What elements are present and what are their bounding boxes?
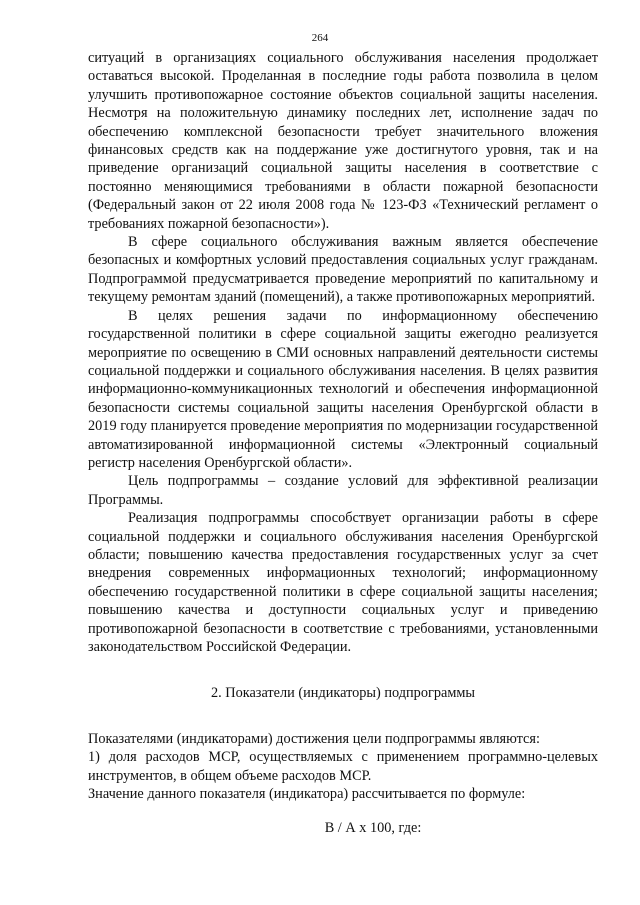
section-heading: 2. Показатели (индикаторы) подпрограммы bbox=[210, 685, 476, 702]
formula-intro: Значение данного показателя (индикатора) рассчитывается по формуле: bbox=[88, 786, 526, 803]
formula: В / А х 100, где: bbox=[324, 820, 422, 837]
indicator-item-1: 1) доля расходов МСР, осуществляемых с применением программно-целевых инструментов, в общем объеме расходов МСР. bbox=[88, 749, 598, 784]
indicators-intro: Показателями (индикаторами) достижения цели подпрограммы являются: bbox=[88, 730, 540, 747]
paragraph-implementation: Реализация подпрограммы способствует организации работы в сфере социальной поддержки и социального обслуживания населения Оренбургской области; повышению качества предоставления государственных услуг за счет внедрения современных информационных технологий; информационному обеспечению государственной политики в сфере социальной защиты населения; повышению качества и доступности социальных услуг и приведению противопожарной безопасности в соответствие с требованиями, установленными законодательством Российской Федерации. bbox=[88, 510, 598, 655]
document-body bbox=[88, 49, 598, 838]
paragraph-goal: Цель подпрограммы – создание условий для эффективной реализации Программы. bbox=[88, 473, 598, 508]
paragraph-information-support: В целях решения задачи по информационному обеспечению государственной политики в сфере социальной защиты ежегодно реализуется мероприятие по освещению в СМИ основных направлений деятельности системы социальной поддержки и социального обслуживания населения. В целях развития информационно-коммуникационных технологий и обеспечения информационной безопасности системы социальной защиты населения Оренбургской области в 2019 году планируется проведение мероприятия по модернизации государственной автоматизированной информационной системы «Электронный социальный регистр населения Оренбургской области». bbox=[88, 307, 598, 471]
paragraph-social-services: В сфере социального обслуживания важным является обеспечение безопасных и комфортных условий предоставления социальных услуг гражданам. Подпрограммой предусматривается проведение мероприятий по капитальному и текущему ремонтам зданий (помещений), а также противопожарных мероприятий. bbox=[88, 234, 598, 306]
paragraph-fire-safety: ситуаций в организациях социального обслуживания населения продолжает оставаться высокой. Проделанная в последние годы работа позволила в целом улучшить противопожарное состояние объектов социальной защиты населения. Несмотря на положительную динамику последних лет, исполнение задач по обеспечению комплексной безопасности требует значительного вложения финансовых средств как на поддержание уже достигнутого уровня, так и на приведение организаций социальной защиты населения в соответствие с постоянно меняющимися требованиями в области пожарной безопасности (Федеральный закон от 22 июля 2008 года № 123-ФЗ «Технический регламент о требованиях пожарной безопасности»). bbox=[88, 50, 598, 232]
page-number: 264 bbox=[311, 32, 329, 44]
